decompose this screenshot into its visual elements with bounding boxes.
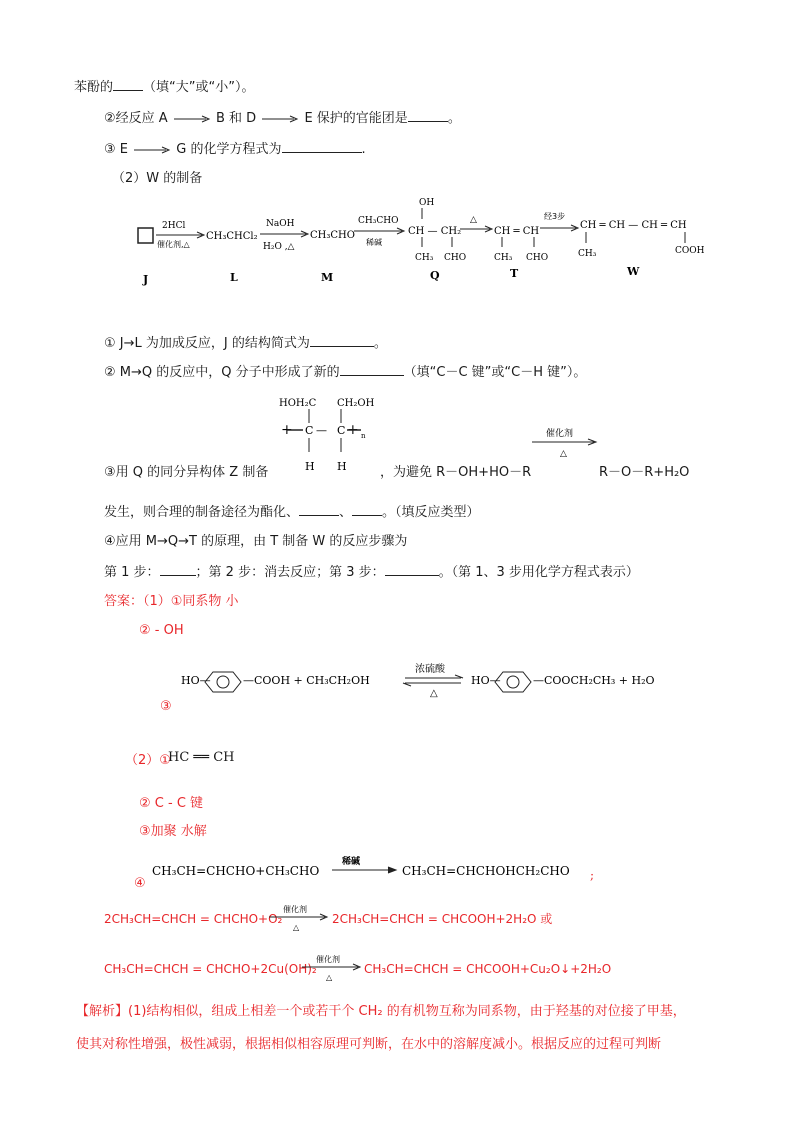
answer-head: 答案：（1）①同系物 小: [104, 594, 239, 609]
answer-blank: [352, 503, 382, 516]
s3-line: ③用 Q 的同分异构体 Z 制备: [104, 465, 269, 480]
answer-blank: [408, 109, 448, 122]
label-M: M: [321, 271, 334, 284]
svg-text:催化剂: 催化剂: [546, 429, 574, 439]
reagent: NaOH: [266, 219, 295, 229]
svg-text:催化剂: 催化剂: [283, 905, 307, 914]
compound-M: CH₃CHO: [310, 230, 355, 241]
q1-cont: 苯酚的 （填“大”或“小”）。: [74, 80, 255, 95]
W-chain: CH ═ CH — CH ═ CH: [580, 220, 687, 231]
svg-text:△: △: [293, 923, 300, 932]
s2-line: ② M→Q 的反应中，Q 分子中形成了新的 （填“C－C 键”或“C－H 键”）。: [104, 365, 587, 380]
bracket-left: +: [281, 422, 293, 438]
answer-p2-label: （2）①: [125, 753, 171, 768]
answer-b2: ② C - C 键: [139, 796, 204, 811]
polymer-carbon: C: [337, 424, 346, 437]
eq4-right: CH₃CH=CHCH = CHCOOH+Cu₂O↓+2H₂O: [364, 962, 612, 976]
condition: 稀碱: [366, 238, 382, 247]
svg-text:HO—: HO—: [181, 674, 211, 687]
W-cooh: COOH: [675, 246, 705, 256]
T-cho: CHO: [526, 253, 549, 263]
polymer-bond: —: [316, 424, 327, 437]
condition: 稀碱: [342, 857, 361, 867]
s3b-line: 发生，则合理的制备途径为酯化、 、 。（填反应类型）: [104, 505, 480, 520]
label-J: J: [143, 273, 149, 286]
label-T: T: [510, 267, 519, 280]
svg-text:催化剂: 催化剂: [316, 955, 340, 964]
eq3-left: 2CH₃CH=CHCH = CHCHO+O₂: [104, 912, 283, 926]
svg-text:—COOH + CH₃CH₂OH: —COOH + CH₃CH₂OH: [243, 674, 370, 687]
label-L: L: [230, 271, 238, 284]
catalyst-arrow: [267, 902, 331, 936]
T-ch3: CH₃: [494, 253, 513, 263]
svg-text:△: △: [326, 973, 333, 982]
svg-text:CH₃CH=CHCHOHCH₂CHO: CH₃CH=CHCHOHCH₂CHO: [402, 864, 570, 878]
polymer-structure: [275, 392, 385, 482]
reaction-scheme: [130, 195, 730, 290]
q3-line: ③ E G 的化学方程式为 .: [104, 142, 366, 157]
answer-blank: [385, 563, 439, 576]
answer-blank: [282, 140, 362, 153]
answer-blank: [299, 503, 339, 516]
arrow-icon: [172, 114, 212, 124]
Q-cho: CHO: [444, 253, 467, 263]
aldol-equation: [150, 855, 600, 885]
reagent: CH₃CHO: [358, 216, 399, 226]
Q-oh: OH: [419, 198, 435, 208]
compound-L: CH₃CHCl₂: [206, 231, 258, 242]
eq4-left: CH₃CH=CHCH = CHCHO+2Cu(OH)₂: [104, 962, 317, 976]
svg-text:CH₃CH=CHCHO+CH₃CHO: CH₃CH=CHCHO+CH₃CHO: [152, 864, 320, 878]
answer-blank: [113, 78, 143, 91]
svg-text:△: △: [560, 449, 567, 459]
analysis-line2: 使其对称性增强，极性减弱，根据相似相容原理可判断，在水中的溶解度减小。根据反应的过程可判断: [76, 1037, 662, 1052]
q2-line: ②经反应 A B 和 D E 保护的官能团是 。: [104, 111, 461, 126]
s3-mid: ，为避免 R－OH+HO－R: [380, 465, 532, 480]
answer-blank: [340, 363, 404, 376]
catalyst-arrow: [530, 424, 600, 468]
s4b-line: 第 1 步： ；第 2 步：消去反应；第 3 步： 。（第 1、3 步用化学方程式表示）: [104, 565, 639, 580]
Q-chain: CH — CH₂: [408, 226, 462, 237]
arrow-icon: [260, 114, 300, 124]
condition: 经3步: [544, 212, 566, 221]
Q-ch3: CH₃: [415, 253, 434, 263]
box-icon: [138, 228, 153, 243]
polymer-carbon: C: [305, 424, 314, 437]
analysis-line1: 【解析】(1)结构相似，组成上相差一个或若干个 CH₂ 的有机物互称为同系物，由于羟基的对位接了甲基，: [76, 1004, 686, 1019]
label-Q: Q: [430, 269, 440, 282]
esterification-equation: [175, 660, 715, 700]
answer-blank: [310, 334, 374, 347]
reagent: 2HCl: [162, 221, 186, 231]
W-ch3: CH₃: [578, 249, 597, 259]
eq3-right: 2CH₃CH=CHCH = CHCOOH+2H₂O 或: [332, 912, 553, 926]
svg-text:△: △: [430, 688, 438, 699]
condition: H₂O ,△: [263, 242, 295, 252]
answer-a2: ② - OH: [139, 623, 184, 638]
label-W: W: [627, 265, 640, 278]
condition: △: [470, 215, 477, 225]
answer-b4-label: ④: [134, 876, 146, 891]
bracket-right: +: [347, 422, 359, 438]
polymer-n: n: [361, 432, 366, 440]
arrow-icon: [132, 145, 172, 155]
svg-text:—COOCH₂CH₃ + H₂O: —COOCH₂CH₃ + H₂O: [533, 674, 655, 687]
answer-blank: [160, 563, 196, 576]
s3-post: R－O－R+H₂O: [599, 465, 690, 480]
polymer-group: CH₂OH: [337, 398, 375, 409]
part2-title: （2）W 的制备: [112, 171, 203, 186]
svg-text:HO—: HO—: [471, 674, 501, 687]
catalyst-arrow: [300, 952, 364, 986]
answer-b3: ③加聚 水解: [139, 824, 207, 839]
acetylene-formula: HC ══ CH: [168, 750, 235, 765]
svg-text:;: ;: [590, 868, 595, 882]
answer-a3-label: ③: [160, 699, 172, 714]
s1-line: ① J→L 为加成反应，J 的结构简式为 。: [104, 336, 387, 351]
condition: 浓硫酸: [415, 664, 445, 675]
s4-line: ④应用 M→Q→T 的原理，由 T 制备 W 的反应步骤为: [104, 534, 408, 549]
T-chain: CH ═ CH: [494, 226, 540, 237]
polymer-group: HOH₂C: [279, 398, 317, 409]
polymer-h: H: [305, 460, 315, 473]
polymer-h: H: [337, 460, 347, 473]
condition: 催化剂,△: [157, 240, 190, 249]
